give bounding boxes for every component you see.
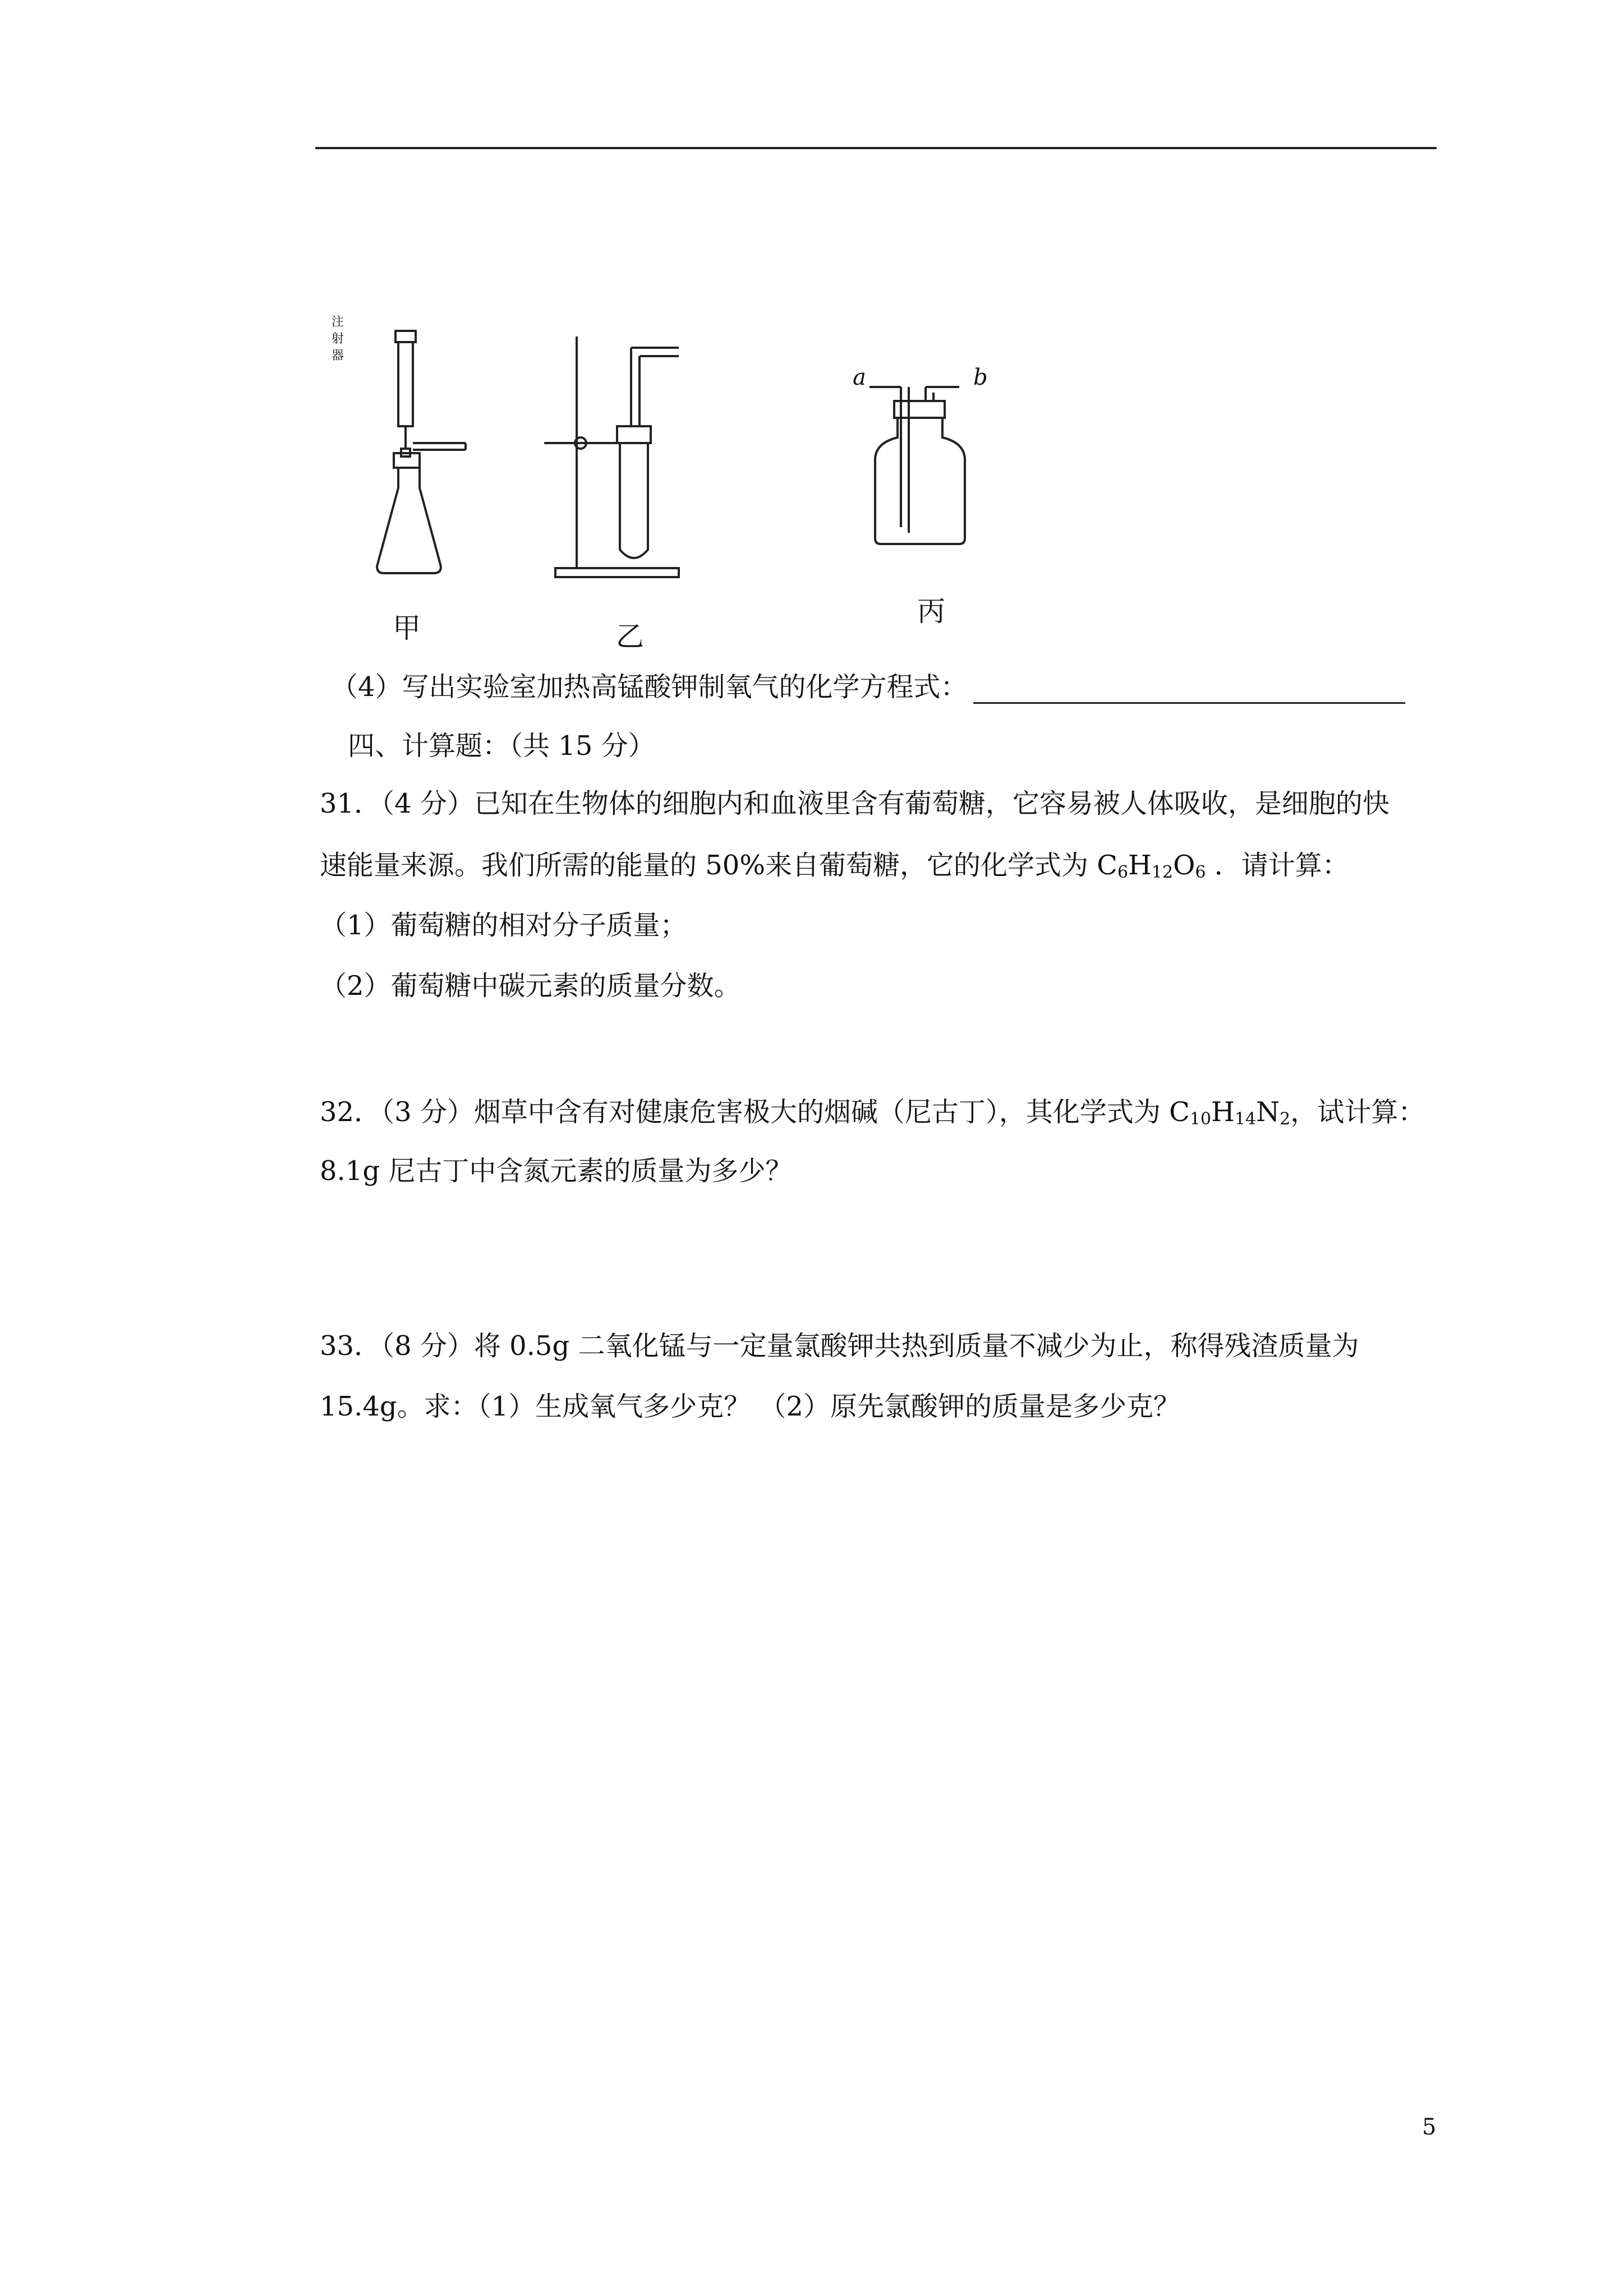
question-31-sub1: （1）葡萄糖的相对分子质量； (320, 910, 687, 941)
apparatus-drawings (314, 303, 1156, 662)
question-32-line1-prefix: 32．（3 分）烟草中含有对健康危害极大的烟碱（尼古丁），其化学式为 C (320, 1096, 1190, 1128)
question-33-line2: 15.4g。求：（1）生成氧气多少克？ （2）原先氯酸钾的质量是多少克？ (320, 1391, 1180, 1422)
question-31-line2 (320, 849, 1349, 889)
glucose-h: H (1128, 850, 1152, 881)
nicotine-n: N (1256, 1096, 1280, 1128)
nicotine-n-subscript: 2 (1280, 1109, 1291, 1129)
header-rule (315, 147, 1437, 149)
nicotine-c-subscript: 10 (1189, 1109, 1212, 1129)
glucose-o-subscript: 6 (1195, 863, 1206, 882)
glucose-o: O (1173, 850, 1195, 881)
syringe-label: 注射器 (331, 315, 344, 363)
nicotine-h: H (1211, 1096, 1235, 1128)
apparatus-yi-drawing (544, 336, 679, 577)
question-30-4-text: （4）写出实验室加热高锰酸钾制氧气的化学方程式： (331, 671, 968, 703)
section-4-title: 四、计算题：（共 15 分） (348, 730, 655, 762)
question-31-line1: 31．（4 分）已知在生物体的细胞内和血液里含有葡萄糖，它容易被人体吸收，是细胞的快 (320, 788, 1390, 819)
apparatus-jia-drawing (377, 331, 466, 573)
answer-blank[interactable] (973, 675, 1405, 704)
question-31-line2-prefix: 速能量来源。我们所需的能量的 50%来自葡萄糖，它的化学式为 C (320, 850, 1117, 881)
question-31-line2-suffix: ．请计算： (1214, 850, 1349, 881)
port-b-label: b (973, 365, 988, 390)
glucose-h-subscript: 12 (1151, 863, 1174, 882)
question-31-sub2: （2）葡萄糖中碳元素的质量分数。 (320, 970, 741, 1002)
question-32-line1-suffix: ，试计算： (1290, 1096, 1425, 1128)
question-32-line2: 8.1g 尼古丁中含氮元素的质量为多少？ (320, 1155, 793, 1187)
label-yi: 乙 (616, 620, 644, 653)
glucose-c-subscript: 6 (1117, 863, 1129, 882)
question-33-line1: 33．（8 分）将 0.5g 二氧化锰与一定量氯酸钾共热到质量不减少为止，称得残渣质量为 (320, 1330, 1359, 1362)
question-30-4 (331, 670, 1405, 704)
nicotine-h-subscript: 14 (1234, 1109, 1257, 1129)
apparatus-bing-drawing (869, 387, 965, 544)
label-jia: 甲 (393, 612, 421, 644)
page-number: 5 (1422, 2114, 1437, 2140)
label-bing: 丙 (917, 595, 945, 628)
question-32-line1 (320, 1095, 1425, 1136)
port-a-label: a (853, 365, 866, 390)
apparatus-figure (314, 303, 1156, 662)
